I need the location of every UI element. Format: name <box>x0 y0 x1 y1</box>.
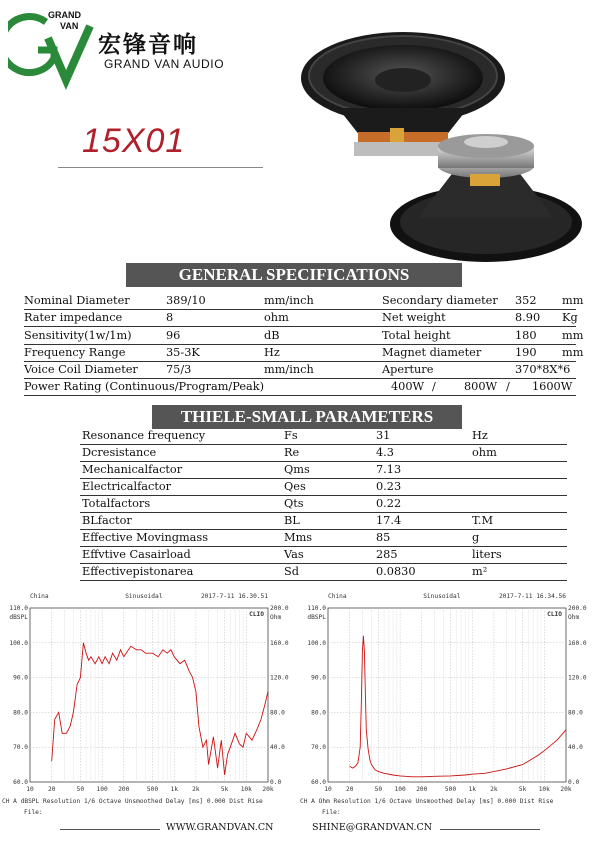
y-tick-right: 160.0 <box>270 639 289 647</box>
ts-param-label: Effectivepistonarea <box>82 565 194 578</box>
y-tick-left: 100.0 <box>307 639 326 647</box>
x-tick: 10 <box>26 786 34 793</box>
spec-left-label: Sensitivity(1w/1m) <box>24 329 132 342</box>
power-peak: 1600W <box>532 380 573 393</box>
y-tick-right: 0.0 <box>568 779 580 786</box>
y-tick-left: 90.0 <box>13 674 28 682</box>
chart-footer: CH A dBSPL Resolution 1/6 Octave Unsmoothed Delay [ms] 0.000 Dist Rise <box>2 798 263 805</box>
x-tick: 200 <box>416 786 428 793</box>
spec-left-value: 8 <box>166 311 174 324</box>
logo-text-van: VAN <box>60 21 79 31</box>
ts-row <box>80 478 567 496</box>
y-tick-right: 200.0 <box>270 605 289 612</box>
ts-row <box>80 563 567 581</box>
ts-params-title: THIELE-SMALL PARAMETERS <box>152 405 462 429</box>
logo-text-grand: GRAND <box>48 10 81 20</box>
ts-param-value: 0.22 <box>376 497 402 510</box>
spec-right-unit: mm <box>562 329 584 342</box>
y-tick-right: 120.0 <box>270 674 289 682</box>
y-tick-right: 160.0 <box>568 639 587 647</box>
y-tick-right: 120.0 <box>568 674 587 682</box>
y-tick-left: 60.0 <box>311 779 326 786</box>
power-sep-2: / <box>506 380 510 393</box>
spec-right-label: Secondary diameter <box>382 294 498 307</box>
x-tick: 500 <box>444 786 457 793</box>
spec-right-value: 8.90 <box>515 311 541 324</box>
ts-param-symbol: Qts <box>284 497 304 510</box>
x-tick: 20 <box>345 786 354 793</box>
spec-right-value: 180 <box>515 329 537 342</box>
footer-email: SHINE@GRANDVAN.CN <box>312 822 433 833</box>
spec-left-value: 75/3 <box>166 363 192 376</box>
ts-param-symbol: Vas <box>284 548 304 561</box>
ts-param-unit: m² <box>472 565 488 578</box>
model-underline <box>58 167 263 168</box>
chart-file-label: File: <box>24 809 43 816</box>
x-tick: 2k <box>490 786 498 793</box>
spec-right-unit: mm <box>562 294 584 307</box>
x-tick: 50 <box>374 786 383 793</box>
spec-right-unit: mm <box>562 346 584 359</box>
chart-header-left: China <box>30 593 49 600</box>
chart-header-right: 2017-7-11 16.34.56 <box>498 593 566 600</box>
ts-param-value: 85 <box>376 531 391 544</box>
footer-line-right <box>440 829 540 830</box>
x-tick: 2k <box>192 786 200 793</box>
y-tick-left: 80.0 <box>311 709 326 717</box>
plot-area <box>328 608 566 782</box>
y-tick-left: 100.0 <box>9 639 28 647</box>
ts-param-value: 7.13 <box>376 463 402 476</box>
ts-row <box>80 546 567 564</box>
chart-header-mid: Sinusoidal <box>423 593 461 600</box>
ts-param-value: 0.23 <box>376 480 402 493</box>
power-sep-1: / <box>432 380 436 393</box>
model-number: 15X01 <box>82 122 186 160</box>
footer-line-left <box>60 829 160 830</box>
x-tick: 100 <box>96 786 108 793</box>
x-tick: 1k <box>170 786 178 793</box>
spec-left-unit: mm/inch <box>264 294 314 307</box>
ts-param-symbol: Qes <box>284 480 306 493</box>
y-tick-right: 0.0 <box>270 779 282 786</box>
y-tick-left: 70.0 <box>13 744 28 752</box>
chart-clio-label: CLIO <box>249 611 264 618</box>
spec-row <box>24 361 576 379</box>
ts-param-symbol: Re <box>284 446 300 459</box>
chart-y-left-label: dBSPL <box>307 614 326 621</box>
chart-header-right: 2017-7-11 16.30.51 <box>200 593 268 600</box>
ts-param-unit: T.M <box>472 514 494 527</box>
chart-header-mid: Sinusoidal <box>125 593 163 600</box>
y-tick-left: 90.0 <box>311 674 326 682</box>
impedance-chart <box>298 586 595 822</box>
chart-clio-label: CLIO <box>547 611 562 618</box>
general-specs-title: GENERAL SPECIFICATIONS <box>126 263 462 287</box>
ts-param-unit: g <box>472 531 480 544</box>
ts-param-label: BLfactor <box>82 514 132 527</box>
spec-right-label: Aperture <box>382 363 434 376</box>
spec-row <box>24 292 584 310</box>
ts-param-value: 285 <box>376 548 398 561</box>
x-tick: 20k <box>262 786 274 793</box>
ts-param-label: Mechanicalfactor <box>82 463 183 476</box>
spec-left-label: Frequency Range <box>24 346 126 359</box>
ts-param-label: Resonance frequency <box>82 429 206 442</box>
ts-row <box>80 461 567 479</box>
spec-right-label: Net weight <box>382 311 446 324</box>
y-tick-right: 40.0 <box>568 744 583 752</box>
chart-footer: CH A Ohm Resolution 1/6 Octave Unsmoothed Delay [ms] 0.000 Dist Rise <box>300 798 554 805</box>
chart-y-left-label: dBSPL <box>9 614 28 621</box>
x-tick: 10 <box>324 786 332 793</box>
x-tick: 50 <box>76 786 85 793</box>
y-tick-right: 80.0 <box>568 709 583 717</box>
spec-left-unit: mm/inch <box>264 363 314 376</box>
brand-name-en: GRAND VAN AUDIO <box>104 57 225 71</box>
ts-param-label: Electricalfactor <box>82 480 172 493</box>
ts-param-symbol: Mms <box>284 531 313 544</box>
ts-row <box>80 444 567 462</box>
spec-left-label: Voice Coil Diameter <box>24 363 138 376</box>
y-tick-left: 110.0 <box>9 605 28 612</box>
y-tick-left: 80.0 <box>13 709 28 717</box>
spec-left-unit: Hz <box>264 346 280 359</box>
spec-left-label: Rater impedance <box>24 311 123 324</box>
ts-param-value: 17.4 <box>376 514 402 527</box>
spec-left-value: 96 <box>166 329 181 342</box>
ts-param-value: 0.0830 <box>376 565 416 578</box>
spec-row <box>24 327 584 345</box>
ts-param-symbol: Sd <box>284 565 299 578</box>
spec-left-unit: ohm <box>264 311 289 324</box>
spec-right-value: 352 <box>515 294 537 307</box>
ts-param-value: 31 <box>376 429 391 442</box>
y-tick-right: 200.0 <box>568 605 587 612</box>
spec-left-value: 389/10 <box>166 294 206 307</box>
spec-right-unit: Kg <box>562 311 578 324</box>
chart-header-left: China <box>328 593 347 600</box>
spec-left-value: 35-3K <box>166 346 200 359</box>
power-rating-row <box>24 378 576 396</box>
spec-right-label: Total height <box>382 329 451 342</box>
frequency-response-chart <box>0 586 298 822</box>
chart-file-label: File: <box>322 809 341 816</box>
ts-row <box>80 495 567 513</box>
ts-row <box>80 512 567 530</box>
ts-param-unit: liters <box>472 548 502 561</box>
ts-param-label: Effective Movingmass <box>82 531 209 544</box>
plot-area <box>30 608 268 782</box>
x-tick: 5k <box>518 786 527 793</box>
power-label: Power Rating (Continuous/Program/Peak) <box>24 380 265 393</box>
x-tick: 20 <box>47 786 56 793</box>
x-tick: 1k <box>468 786 476 793</box>
chart-y-right-label: Ohm <box>568 614 580 621</box>
spec-row <box>24 344 584 362</box>
ts-param-label: Dcresistance <box>82 446 157 459</box>
ts-param-symbol: BL <box>284 514 300 527</box>
y-tick-left: 110.0 <box>307 605 326 612</box>
spec-right-value: 190 <box>515 346 537 359</box>
x-tick: 200 <box>118 786 130 793</box>
x-tick: 500 <box>146 786 159 793</box>
footer-website: WWW.GRANDVAN.CN <box>166 822 274 833</box>
spec-left-unit: dB <box>264 329 280 342</box>
ts-row <box>80 529 567 547</box>
x-tick: 5k <box>220 786 229 793</box>
ts-param-unit: Hz <box>472 429 488 442</box>
chart-y-right-label: Ohm <box>270 614 282 621</box>
y-tick-right: 80.0 <box>270 709 285 717</box>
x-tick: 10k <box>240 786 252 793</box>
spec-left-label: Nominal Diameter <box>24 294 130 307</box>
spec-row <box>24 309 576 327</box>
x-tick: 10k <box>538 786 550 793</box>
ts-row <box>80 427 567 445</box>
ts-param-symbol: Qms <box>284 463 310 476</box>
brand-name-cn: 宏锋音响 <box>98 32 198 58</box>
ts-param-unit: ohm <box>472 446 497 459</box>
power-continuous: 400W <box>391 380 425 393</box>
y-tick-right: 40.0 <box>270 744 285 752</box>
ts-param-label: Totalfactors <box>82 497 151 510</box>
ts-param-label: Effvtive Casairload <box>82 548 191 561</box>
brand-logo <box>8 8 100 90</box>
x-tick: 100 <box>394 786 406 793</box>
y-tick-left: 70.0 <box>311 744 326 752</box>
ts-param-symbol: Fs <box>284 429 298 442</box>
power-program: 800W <box>464 380 498 393</box>
spec-right-label: Magnet diameter <box>382 346 482 359</box>
ts-param-value: 4.3 <box>376 446 394 459</box>
spec-right-value: 370*8X*6 <box>515 363 571 376</box>
y-tick-left: 60.0 <box>13 779 28 786</box>
x-tick: 20k <box>560 786 572 793</box>
speaker-rear-image <box>388 126 584 266</box>
